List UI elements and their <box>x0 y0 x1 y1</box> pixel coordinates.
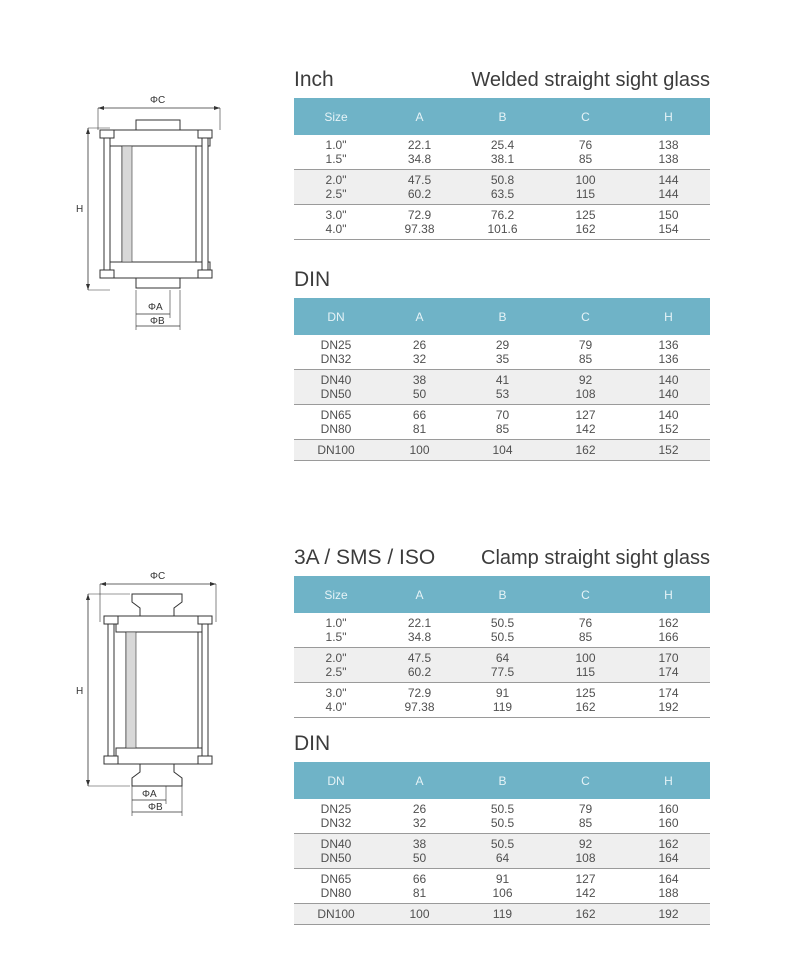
header-cell: A <box>378 576 461 613</box>
table-row <box>294 904 710 925</box>
cell-value: 3.0" <box>325 208 347 222</box>
cell-value: 41 <box>495 373 510 387</box>
cell-value: 26 <box>412 338 427 352</box>
cell-value: DN50 <box>320 387 352 401</box>
table-row <box>294 335 710 370</box>
header-cell: DN <box>294 762 378 799</box>
cell-value: 60.2 <box>407 665 432 679</box>
cell-value: 50.5 <box>490 816 515 830</box>
clamp-h-label: H <box>76 686 84 697</box>
clamp-phi-b-label: ΦB <box>148 802 163 813</box>
header-cell: C <box>544 576 627 613</box>
cell-value: 138 <box>658 138 679 152</box>
table-cell <box>544 405 627 440</box>
cell-value: DN32 <box>320 816 352 830</box>
cell-value: 144 <box>658 187 679 201</box>
table-row <box>294 834 710 869</box>
table-cell <box>378 370 461 405</box>
cell-value: 142 <box>575 886 596 900</box>
cell-value: 79 <box>578 802 593 816</box>
cell-value: 127 <box>575 872 596 886</box>
table-cell <box>544 440 627 461</box>
cell-value: 38 <box>412 373 427 387</box>
cell-value: DN100 <box>317 907 355 921</box>
cell-value: 136 <box>658 338 679 352</box>
cell-value: 142 <box>575 422 596 436</box>
table-cell <box>378 440 461 461</box>
cell-value: 125 <box>575 686 596 700</box>
cell-value: 66 <box>412 408 427 422</box>
table-cell <box>461 683 544 718</box>
welded-title-row <box>294 66 710 92</box>
cell-value: 85 <box>578 352 593 366</box>
cell-value: 140 <box>658 373 679 387</box>
table-cell <box>294 370 378 405</box>
cell-value: 32 <box>412 816 427 830</box>
cell-value: 138 <box>658 152 679 166</box>
cell-value: 140 <box>658 387 679 401</box>
cell-value: 34.8 <box>407 630 432 644</box>
cell-value: 2.5" <box>325 665 347 679</box>
table-cell <box>294 135 378 170</box>
cell-value: 152 <box>658 422 679 436</box>
cell-value: 104 <box>492 443 513 457</box>
table-cell <box>461 648 544 683</box>
table-row <box>294 440 710 461</box>
cell-value: 47.5 <box>407 173 432 187</box>
welded-din-table <box>294 298 710 461</box>
header-cell: H <box>627 98 710 135</box>
table-cell <box>378 869 461 904</box>
table-cell <box>294 834 378 869</box>
table-row <box>294 799 710 834</box>
table-cell <box>461 205 544 240</box>
cell-value: DN80 <box>320 886 352 900</box>
table-cell <box>294 335 378 370</box>
cell-value: 50.5 <box>490 630 515 644</box>
clamp-tables <box>294 544 710 925</box>
header-cell: A <box>378 98 461 135</box>
cell-value: DN50 <box>320 851 352 865</box>
cell-value: 97.38 <box>404 222 435 236</box>
cell-value: 76 <box>578 616 593 630</box>
cell-value: 115 <box>575 665 596 679</box>
table-cell <box>627 135 710 170</box>
clamp-title-row <box>294 544 710 570</box>
cell-value: 106 <box>492 886 513 900</box>
clamp-phi-a-label: ΦA <box>142 789 157 800</box>
cell-value: 81 <box>412 886 427 900</box>
cell-value: 91 <box>495 872 510 886</box>
cell-value: 81 <box>412 422 427 436</box>
clamp-sight-glass-drawing <box>70 566 230 826</box>
header-cell: C <box>544 98 627 135</box>
cell-value: DN25 <box>320 338 352 352</box>
cell-value: 2.5" <box>325 187 347 201</box>
cell-value: 160 <box>658 816 679 830</box>
cell-value: 108 <box>575 387 596 401</box>
cell-value: 29 <box>495 338 510 352</box>
cell-value: 97.38 <box>404 700 435 714</box>
table-row <box>294 205 710 240</box>
table-cell <box>461 440 544 461</box>
cell-value: 32 <box>412 352 427 366</box>
clamp-title-right: Clamp straight sight glass <box>481 547 710 569</box>
clamp-title-left: 3A / SMS / ISO <box>294 546 436 569</box>
cell-value: DN65 <box>320 872 352 886</box>
cell-value: 100 <box>409 907 430 921</box>
header-cell: A <box>378 762 461 799</box>
table-cell <box>627 683 710 718</box>
table-cell <box>627 405 710 440</box>
cell-value: 50.8 <box>490 173 515 187</box>
table-cell <box>378 683 461 718</box>
table-cell <box>378 904 461 925</box>
cell-value: 76.2 <box>490 208 515 222</box>
table-cell <box>378 335 461 370</box>
table-cell <box>294 904 378 925</box>
table-cell <box>378 799 461 834</box>
table-cell <box>544 683 627 718</box>
cell-value: 64 <box>495 651 510 665</box>
cell-value: 53 <box>495 387 510 401</box>
cell-value: 162 <box>658 616 679 630</box>
table-cell <box>461 170 544 205</box>
header-cell: C <box>544 762 627 799</box>
cell-value: 125 <box>575 208 596 222</box>
table-cell <box>461 613 544 648</box>
welded-inch-table <box>294 98 710 240</box>
cell-value: 85 <box>578 816 593 830</box>
cell-value: 35 <box>495 352 510 366</box>
cell-value: 119 <box>492 907 513 921</box>
cell-value: 25.4 <box>490 138 515 152</box>
header-cell: B <box>461 762 544 799</box>
cell-value: 26 <box>412 802 427 816</box>
table-cell <box>627 613 710 648</box>
cell-value: 162 <box>575 700 596 714</box>
table-cell <box>544 613 627 648</box>
table-cell <box>461 405 544 440</box>
table-cell <box>627 869 710 904</box>
table-cell <box>544 648 627 683</box>
clamp-phi-c-label: ΦC <box>150 571 166 582</box>
table-cell <box>544 904 627 925</box>
welded-h-label: H <box>76 204 84 215</box>
clamp-inch-table <box>294 576 710 718</box>
cell-value: 144 <box>658 173 679 187</box>
welded-section <box>0 0 800 470</box>
table-cell <box>378 405 461 440</box>
cell-value: 85 <box>578 152 593 166</box>
header-cell: Size <box>294 98 378 135</box>
cell-value: 166 <box>658 630 679 644</box>
header-cell: H <box>627 298 710 335</box>
cell-value: 1.0" <box>325 138 347 152</box>
cell-value: 50 <box>412 387 427 401</box>
cell-value: 22.1 <box>407 616 432 630</box>
cell-value: 47.5 <box>407 651 432 665</box>
cell-value: 136 <box>658 352 679 366</box>
table-cell <box>378 834 461 869</box>
cell-value: 92 <box>578 373 593 387</box>
cell-value: 70 <box>495 408 510 422</box>
table-cell <box>461 904 544 925</box>
cell-value: 100 <box>409 443 430 457</box>
table-cell <box>627 799 710 834</box>
cell-value: 1.5" <box>325 630 347 644</box>
cell-value: 150 <box>658 208 679 222</box>
cell-value: 91 <box>495 686 510 700</box>
table-cell <box>544 335 627 370</box>
cell-value: 1.0" <box>325 616 347 630</box>
table-cell <box>544 799 627 834</box>
table-cell <box>378 205 461 240</box>
cell-value: 100 <box>575 173 596 187</box>
cell-value: 1.5" <box>325 152 347 166</box>
cell-value: 192 <box>658 907 679 921</box>
table-cell <box>461 869 544 904</box>
cell-value: 50 <box>412 851 427 865</box>
header-cell: A <box>378 298 461 335</box>
cell-value: 3.0" <box>325 686 347 700</box>
welded-phi-b-label: ΦB <box>150 316 165 327</box>
cell-value: 100 <box>575 651 596 665</box>
table-cell <box>378 170 461 205</box>
table-cell <box>294 405 378 440</box>
welded-phi-c-label: ΦC <box>150 95 166 106</box>
table-cell <box>627 205 710 240</box>
table-row <box>294 170 710 205</box>
header-cell: H <box>627 762 710 799</box>
table-cell <box>294 440 378 461</box>
cell-value: 162 <box>575 907 596 921</box>
clamp-section <box>0 470 800 980</box>
cell-value: 108 <box>575 851 596 865</box>
table-cell <box>294 205 378 240</box>
cell-value: DN65 <box>320 408 352 422</box>
table-cell <box>544 834 627 869</box>
table-cell <box>378 648 461 683</box>
table-cell <box>461 335 544 370</box>
header-cell: B <box>461 576 544 613</box>
table-cell <box>461 370 544 405</box>
table-cell <box>627 370 710 405</box>
cell-value: 64 <box>495 851 510 865</box>
table-cell <box>544 205 627 240</box>
cell-value: 79 <box>578 338 593 352</box>
cell-value: 34.8 <box>407 152 432 166</box>
cell-value: 92 <box>578 837 593 851</box>
cell-value: 174 <box>658 686 679 700</box>
cell-value: 160 <box>658 802 679 816</box>
cell-value: 115 <box>575 187 596 201</box>
cell-value: 72.9 <box>407 686 432 700</box>
cell-value: 72.9 <box>407 208 432 222</box>
cell-value: 38 <box>412 837 427 851</box>
cell-value: 162 <box>658 837 679 851</box>
table-cell <box>294 648 378 683</box>
cell-value: DN25 <box>320 802 352 816</box>
table-cell <box>461 799 544 834</box>
cell-value: 77.5 <box>490 665 515 679</box>
cell-value: DN80 <box>320 422 352 436</box>
table-header-row <box>294 762 710 799</box>
table-header-row <box>294 98 710 135</box>
cell-value: 66 <box>412 872 427 886</box>
cell-value: 38.1 <box>490 152 515 166</box>
table-cell <box>627 335 710 370</box>
table-cell <box>378 135 461 170</box>
table-cell <box>627 834 710 869</box>
header-cell: DN <box>294 298 378 335</box>
cell-value: DN40 <box>320 373 352 387</box>
table-cell <box>627 648 710 683</box>
table-cell <box>294 613 378 648</box>
welded-tables <box>294 66 710 461</box>
cell-value: 119 <box>492 700 513 714</box>
cell-value: 188 <box>658 886 679 900</box>
welded-title-left: Inch <box>294 68 334 91</box>
cell-value: 162 <box>575 222 596 236</box>
cell-value: 164 <box>658 872 679 886</box>
cell-value: 60.2 <box>407 187 432 201</box>
table-row <box>294 370 710 405</box>
table-header-row <box>294 576 710 613</box>
cell-value: 4.0" <box>325 222 347 236</box>
table-header-row <box>294 298 710 335</box>
cell-value: 50.5 <box>490 837 515 851</box>
cell-value: 76 <box>578 138 593 152</box>
cell-value: 162 <box>575 443 596 457</box>
table-cell <box>294 683 378 718</box>
cell-value: 4.0" <box>325 700 347 714</box>
header-cell: B <box>461 98 544 135</box>
clamp-din-table <box>294 762 710 925</box>
cell-value: DN40 <box>320 837 352 851</box>
table-cell <box>461 135 544 170</box>
cell-value: 50.5 <box>490 616 515 630</box>
table-cell <box>544 170 627 205</box>
table-cell <box>627 440 710 461</box>
table-row <box>294 683 710 718</box>
table-row <box>294 648 710 683</box>
cell-value: 152 <box>658 443 679 457</box>
cell-value: 170 <box>658 651 679 665</box>
table-cell <box>294 799 378 834</box>
cell-value: 22.1 <box>407 138 432 152</box>
welded-title-right: Welded straight sight glass <box>471 69 710 91</box>
cell-value: 164 <box>658 851 679 865</box>
cell-value: 85 <box>495 422 510 436</box>
table-row <box>294 405 710 440</box>
cell-value: 154 <box>658 222 679 236</box>
table-cell <box>378 613 461 648</box>
table-cell <box>544 869 627 904</box>
cell-value: 174 <box>658 665 679 679</box>
cell-value: 50.5 <box>490 802 515 816</box>
table-row <box>294 869 710 904</box>
header-cell: C <box>544 298 627 335</box>
table-row <box>294 613 710 648</box>
cell-value: 140 <box>658 408 679 422</box>
header-cell: Size <box>294 576 378 613</box>
header-cell: H <box>627 576 710 613</box>
clamp-din-title: DIN <box>294 732 331 755</box>
cell-value: 127 <box>575 408 596 422</box>
table-cell <box>461 834 544 869</box>
table-cell <box>544 135 627 170</box>
header-cell: B <box>461 298 544 335</box>
table-cell <box>294 170 378 205</box>
welded-sight-glass-drawing <box>70 90 230 340</box>
cell-value: 85 <box>578 630 593 644</box>
table-cell <box>627 904 710 925</box>
cell-value: 101.6 <box>487 222 518 236</box>
table-cell <box>627 170 710 205</box>
table-row <box>294 135 710 170</box>
table-cell <box>294 869 378 904</box>
cell-value: DN100 <box>317 443 355 457</box>
cell-value: 2.0" <box>325 651 347 665</box>
cell-value: 63.5 <box>490 187 515 201</box>
cell-value: 192 <box>658 700 679 714</box>
welded-din-title: DIN <box>294 268 331 291</box>
cell-value: 2.0" <box>325 173 347 187</box>
table-cell <box>544 370 627 405</box>
welded-phi-a-label: ΦA <box>148 302 163 313</box>
cell-value: DN32 <box>320 352 352 366</box>
